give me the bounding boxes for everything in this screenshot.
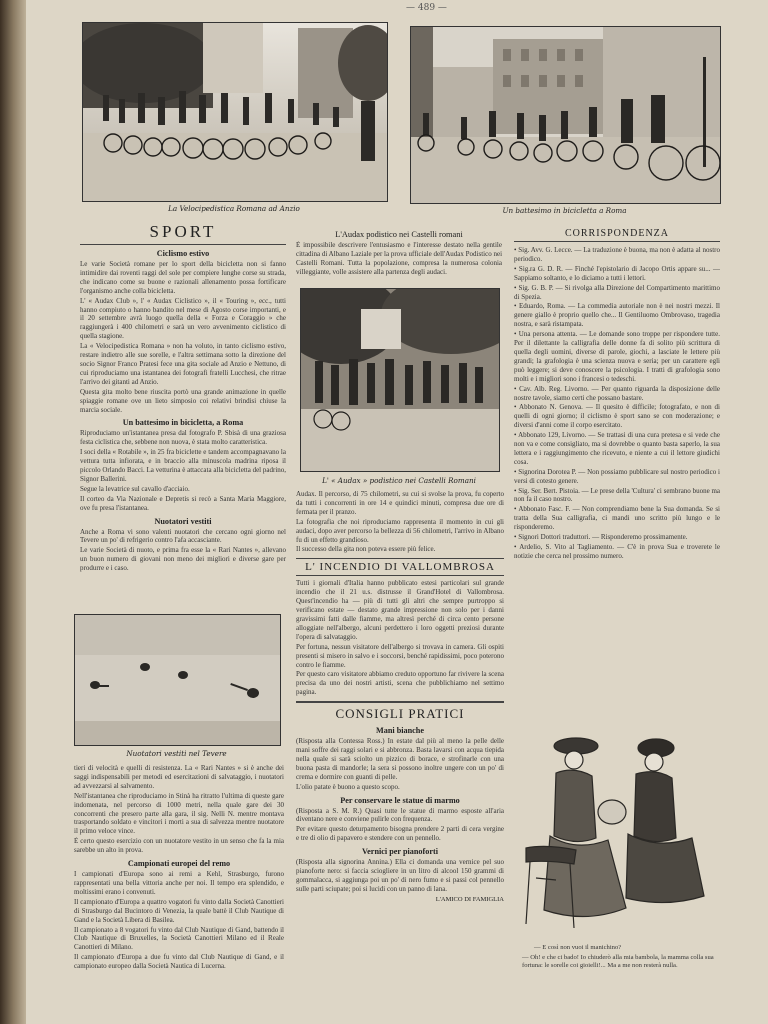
paragraph: Nell'istantanea che riproduciamo in Stinà ha ritratto l'ultima di queste gare indomenata, nel percorso di 1000 metri, nella quale gare dei 30 concorrenti che presero parte alla gara, il sig. Nelli N. mentre montava trasportando soldato e vincitori i morti a sua di salvezza mentre nuotatore il primo veloce vince. xyxy=(74,791,284,836)
corrispondenza-heading: CORRISPONDENZA xyxy=(514,228,720,242)
illustration-two-ladies xyxy=(516,728,716,938)
signature: L'AMICO DI FAMIGLIA xyxy=(435,895,504,903)
photo-bicycle-baptism xyxy=(410,26,721,204)
paragraph: Il corteo da Via Nazionale e Depretis si recò a Santa Maria Maggiore, ove fu presa l'istantanea. xyxy=(80,494,286,512)
caption-photo-baptism: Un battesimo in bicicletta a Roma xyxy=(502,206,627,215)
paragraph: (Risposta alla Contessa Ross.) In estate dal più al meno la pelle delle mani soffre dei raggi solari e si abbronza. Basta lavarsi con acqua tiepida nella quale si sarà sciolto un pizzico di borace, e strofinarle con una buona pasta di mandorle; la sera si possono inoltre ungere con un po' di crema e dormire con guanti di pelle. xyxy=(296,737,504,781)
correspondence-item: • Eduardo, Roma. — La commedia autoriale non è nei nostri mezzi. Il genere giallo è proprio quello che... Il Gentiluomo Ombrovaso, tragedia nostra, e sarà ristampata. xyxy=(514,302,720,329)
page-number: — 489 — xyxy=(406,3,447,13)
correspondence-item: • Sig. G. B. P. — Si rivolga alla Direzione del Compartimento marittimo di Spezia. xyxy=(514,283,720,301)
paragraph: Per fortuna, nessun visitatore dell'albergo si trovava in camera. Gli ospiti presenti si misero in salvo e i soccorsi, benché rapidissimi, poco poterono contro le fiamme. xyxy=(296,642,504,669)
correspondence-item: • Sig. Avv. G. Lecce. — La traduzione è buona, ma non è adatta al nostro periodico. xyxy=(514,246,720,263)
illustration-caption-1: — E così non vuoi il manichino? xyxy=(534,944,622,951)
paragraph: Per questo caro visitatore abbiamo creduto opportuno far rivivere la scena precisa da uno dei nostri artisti, scena che pubblichiamo nel settimo pagina. xyxy=(296,670,504,697)
magazine-page xyxy=(26,0,768,1024)
subheading-statue-marmo: Per conservare le statue di marmo xyxy=(340,795,460,805)
paragraph: Il campionato d'Europa a quattro vogatori fu vinto dalla Società Canottieri di Strasburgo dal Bucintoro di Venezia, la quale battè il Club Nautique di Gand e la Società Libera di Basilea. xyxy=(74,897,284,924)
title-consigli-pratici: CONSIGLI PRATICI xyxy=(296,701,504,722)
subheading-battesimo: Un battesimo in bicicletta, a Roma xyxy=(122,418,244,428)
sport-heading: SPORT xyxy=(80,222,286,245)
correspondence-item: • Signori Dottori traduttori. — Risponderemo prossimamente. xyxy=(514,533,688,542)
title-audax: L'Audax podistico nei Castelli romani xyxy=(335,230,463,239)
subheading-mani-bianche: Mani bianche xyxy=(376,726,424,736)
paragraph: Il campionato d'Europa a due fu vinto dal Club Nautique di Gand, e il campionato europeo dalla Società Nautica di Lucerna. xyxy=(74,953,284,971)
title-incendio: L' INCENDIO DI VALLOMBROSA xyxy=(296,558,504,576)
paragraph: I campionati d'Europa sono ai remi a Kehl, Strasburgo, furono rappresentati una bella vittoria anche per noi. Il tempo era splendido, e moltissimi erano i convenuti. xyxy=(74,870,284,896)
column-sport xyxy=(80,222,286,610)
correspondence-item: • Sig.ra G. D. R. — Finché l'epistolario di Jacopo Ortis appare su... — Sappiamo soltanto, e lo diciamo a tutti i lettori. xyxy=(514,264,720,282)
correspondence-item: • Una persona attenta. — Le domande sono troppe per rispondere tutte. Per il dilettante la calligrafia delle donne fa di solito più scrittura di quella degli uomini, diverse di parole, giochi, a lasciate le lettere più grandi; la grafologia è una scienza nuova e seria; per un carattere egli può leggere; si deve conoscere la psicologia. I tratti di grafologia sono molti e i migliori sono i francesi o tedeschi. xyxy=(514,330,720,383)
paragraph: La « Velocipedistica Romana » non ha voluto, in tanto ciclismo estivo, restare indietro alle sue sorelle, e l'altra settimana sotto la direzione del socio Signor Franco Pratesi fece una gita sociale ad Anzio e Nettuno, di cui riproduciamo una istantanea dei fotografi fratelli Lucchesi, che ritrae l'arrivo dei gitanti ad Anzio. xyxy=(80,342,286,386)
paragraph: Questa gita molto bene riuscita portò una grande animazione in quelle spiaggie romane ove un lieto simposio coi relativi brindisi chiuse la marcia sociale. xyxy=(80,387,286,414)
caption-photo-anzio: La Velocipedistica Romana ad Anzio xyxy=(168,204,300,213)
correspondence-item: • Ardelio, S. Vito al Tagliamento. — C'è in prova Sua e troverete le notizie che cerca nel prossimo numero. xyxy=(514,543,720,560)
paragraph: Il successo della gita non poteva essere più felice. xyxy=(296,545,436,554)
correspondence-item: • Signorina Dorotea P. — Non possiamo pubblicare sul nostro periodico i versi di cotesto genere. xyxy=(514,467,720,485)
paragraph: Le varie Società romane per lo sport della bicicletta non si fanno intimidire dai roventi raggi del sole per compiere lunghe corse su strada, che indicano come su buone e razionali allenamento possa fortificare l'organismo anche colla bicicletta. xyxy=(80,260,286,295)
paragraph: Tutti i giornali d'Italia hanno pubblicato estesi particolari sul grande incendio che il 21 u.s. distrusse il Grand'Hotel di Vallombrosa. Quest'incendio ha — più di tutti gli altri che sempre purtroppo si verificano estate — destato grande impressione non solo per i danni gravissimi fatti dalle fiamme, ma altresì perché di circa cento persone alloggiate nell'albergo, alcuni perdettero i loro oggetti preziosi durante l'opera di salvataggio. xyxy=(296,579,504,641)
paragraph: Le varie Società di nuoto, e prima fra esse la « Rari Nantes », allevano un buon numero di giovani non meno dei migliori e diverse gare per produrre e i caso. xyxy=(80,546,286,573)
paragraph: (Risposta alla signorina Annina.) Ella ci domanda una vernice pel suo pianoforte nero: si faccia sciogliere in un litro di alcool 150 grammi di gommalacca, si aggiunga poi un po' di nero fumo e si passi col pennello sulle parti sciupate; poi si lucidi con un panno di lana. xyxy=(296,858,504,893)
column-audax xyxy=(296,228,502,284)
column-sport-continued xyxy=(74,764,284,1019)
paragraph: Anche a Roma vi sono valenti nuotatori che cercano ogni giorno nel Tevere un po' di refrigerio contro l'afa accasciante. xyxy=(80,527,286,545)
subheading-campionati: Campionati europei del remo xyxy=(127,859,231,869)
column-middle-text xyxy=(296,490,504,1017)
correspondence-item: • Abbonato Fasc. F. — Non comprendiamo bene la Sua domanda. Se si tratta della Sua calligrafia, ci mandi uno scritto più lungo e le risponderemo. xyxy=(514,505,720,532)
caption-photo-audax: L' « Audax » podistico nei Castelli Romani xyxy=(322,476,476,485)
paragraph: È impossibile descrivere l'entusiasmo e l'interesse destato nella gentile cittadina di Albano Laziale per la prova ufficiale dell'Audax Podistico nei Castelli Romani. Tutta la popolazione, compresa la numerosa colonia villeggiante, volle assistere alla partenza degli audaci. xyxy=(296,241,502,276)
paragraph: L'olio patate è buono a questo scopo. xyxy=(296,782,400,791)
correspondence-item: • Abbonato N. Genova. — Il quesito è difficile; fotografato, e non di quelli di ogni giorno; il ciclismo è sport sano se con moderazione; e diversi d'anni come il corpo esercitato. xyxy=(514,403,720,430)
paragraph: È certo questo esercizio con un nuotatore vestito in un senso che fa la mia sarebbe un alto in prova. xyxy=(74,837,284,855)
subheading-vernici: Vernici per pianoforti xyxy=(362,847,438,857)
paragraph: Audax. Il percorso, di 75 chilometri, su cui si svolse la prova, fu coperto da tutti i concorrenti in ore 14 e quindici minuti, compresa due ore di fermata per il pranzo. xyxy=(296,490,504,516)
correspondence-item: • Abbonato 129, Livorno. — Se trattasi di una cura pretesa e si vede che non va e come consigliato, ma si dovrebbe o quanto basta saperlo, la sua lettera e i raggiungimento che ricevuto, e niente a cui il lettore giudichi cosa. xyxy=(514,431,720,466)
column-corrispondenza xyxy=(514,228,720,718)
paragraph: Segue la levatrice sul cavallo d'acciaio. xyxy=(80,484,190,493)
photo-cyclists-anzio xyxy=(82,22,388,202)
illustration-caption-2: — Oh! e che ci bado! Io chiuderò alla mia bambola, la mamma colla sua fortuna: le sorelle coi gioielli!... Ma a me non resterà nulla. xyxy=(522,954,714,969)
paragraph: Per evitare questo deturpamento bisogna prendere 2 parti di cera vergine e tre di olio di papavero e stendere con un pennello. xyxy=(296,825,504,843)
subheading-ciclismo: Ciclismo estivo xyxy=(156,249,210,258)
subheading-nuotatori: Nuotatori vestiti xyxy=(154,516,212,526)
paragraph: Riproduciamo un'istantanea presa dal fotografo P. Sbisà di una graziosa festa ciclistica che, sebbene non nuova, è stata molto caratteristica. xyxy=(80,429,286,447)
paragraph: tieri di velocità e quelli di resistenza. La « Rari Nantes » si è anche dei saggi indispensabili per metodi ed esercitazioni di salvataggio, i nuotatori ad avvezzarsi al salvamento. xyxy=(74,764,284,790)
correspondence-item: • Sig. Ser. Bert. Pistoia. — Le prese della 'Cultura' ci sembrano buone ma non fa il caso nostro. xyxy=(514,486,720,504)
correspondence-item: • Cav. Alb. Reg. Livorno. — Per quanto riguarda la disposizione delle nostre tavole, siamo certi che possano bastare. xyxy=(514,384,720,402)
paragraph: Il campionato a 8 vogatori fu vinto dal Club Nautique di Gand, battendo il Club Nautique di Bruxelles, la Società Canottieri Milano ed il Reale Canottieri di Milano. xyxy=(74,925,284,952)
photo-swimmers xyxy=(74,614,281,746)
paragraph: L' « Audax Club », l' « Audax Ciclistico », il « Touring », ecc., tutti hanno compiuto o hanno bandito nel mese di Agosto corse importanti, e il 20 settembre avrà luogo quella della « Forza e Coraggio » che raggiungerà i 400 chilometri e sarà un vero avvenimento ciclistico di quella stagione. xyxy=(80,296,286,341)
paragraph: La fotografia che noi riproduciamo rappresenta il momento in cui gli audaci, dopo aver percorso la bellezza di 56 chilometri, l'arrivo in Albano fu di un effetto grandioso. xyxy=(296,517,504,544)
photo-audax xyxy=(300,288,500,472)
paragraph: (Risposta a S. M. R.) Quasi tutte le statue di marmo esposte all'aria diventano nere e conviene pulirle con frequenza. xyxy=(296,806,504,824)
paragraph: I soci della « Rotabile », in 25 fra biciclette e tandem accompagnavano la vettura tutta infiorata, e in braccio alla minuscola madrina riposa il piccolo Orlando Bacci. La vetturina è attaccata alla bicicletta del padrino, Signor Ballerini. xyxy=(80,448,286,483)
caption-photo-swimmers: Nuotatori vestiti nel Tevere xyxy=(126,749,227,758)
